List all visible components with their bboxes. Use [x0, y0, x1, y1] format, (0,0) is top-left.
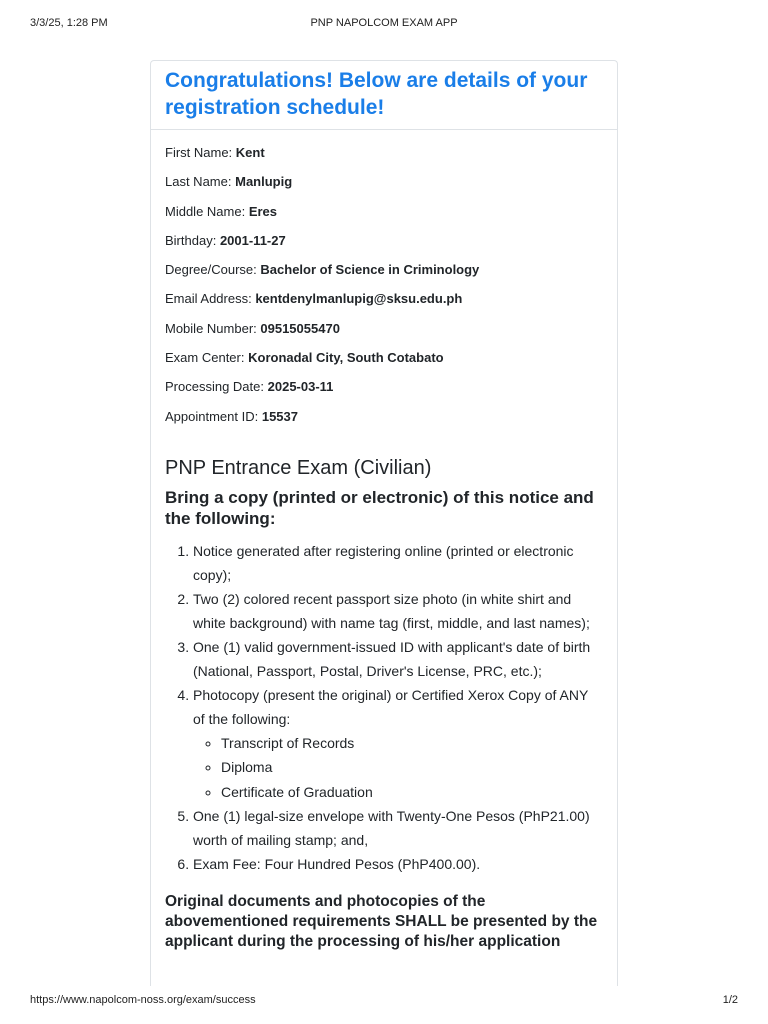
detail-processing-date	[165, 378, 603, 395]
detail-value: Eres	[248, 203, 278, 219]
requirement-item: 6. Exam Fee: Four Hundred Pesos (PhP400.00).	[193, 852, 603, 876]
requirement-item: 1. Notice generated after registering online (printed or electronic copy);	[193, 539, 603, 587]
print-page-number: 1/2	[722, 994, 738, 1006]
detail-degree-course	[165, 261, 603, 278]
detail-label: First Name:	[165, 145, 233, 160]
congratulations-heading: Congratulations! Below are details of your registration schedule!	[165, 69, 588, 119]
detail-middle-name	[165, 203, 603, 220]
photocopy-option: ◦ Transcript of Records	[221, 731, 603, 756]
requirements-list	[165, 539, 603, 877]
detail-first-name	[165, 144, 603, 161]
photocopy-options-list	[193, 731, 603, 805]
print-page-title: PNP NAPOLCOM EXAM APP	[310, 17, 458, 29]
detail-value: Bachelor of Science in Criminology	[260, 262, 480, 278]
requirement-item: 3. One (1) valid government-issued ID with applicant's date of birth (National, Passport, Postal, Driver's License, PRC, etc.);	[193, 635, 603, 683]
card-body	[151, 130, 617, 952]
detail-value: 09515055470	[260, 320, 340, 336]
detail-value: kentdenylmanlupig@sksu.edu.ph	[255, 291, 463, 307]
requirement-text: Photocopy (present the original) or Certified Xerox Copy of ANY of the following:	[193, 686, 589, 727]
requirement-item: 2. Two (2) colored recent passport size photo (in white shirt and white background) with name tag (first, middle, and last names);	[193, 587, 603, 635]
detail-label: Email Address:	[165, 291, 252, 307]
detail-value: 2025-03-11	[267, 379, 334, 395]
requirement-item-photocopy	[193, 683, 603, 805]
detail-label: Exam Center:	[165, 350, 245, 366]
detail-mobile-number	[165, 320, 603, 337]
detail-value: Kent	[235, 145, 265, 160]
detail-label: Last Name:	[165, 174, 232, 190]
detail-appointment-id	[165, 408, 603, 425]
detail-label: Degree/Course:	[165, 262, 257, 278]
card-header	[151, 61, 617, 130]
detail-value: 2001-11-27	[219, 232, 286, 248]
print-header	[0, 17, 768, 33]
detail-label: Appointment ID:	[165, 408, 259, 424]
detail-last-name	[165, 173, 603, 190]
print-footer	[0, 994, 768, 1010]
detail-label: Middle Name:	[165, 203, 246, 219]
detail-label: Processing Date:	[165, 379, 264, 395]
detail-label: Mobile Number:	[165, 320, 257, 336]
exam-title: PNP Entrance Exam (Civilian)	[165, 456, 432, 479]
registration-card	[150, 60, 618, 986]
detail-email-address	[165, 290, 603, 307]
requirements-note: Original documents and photocopies of the abovementioned requirements SHALL be presented by the applicant during the processing of his/her application	[165, 893, 598, 951]
photocopy-option: ◦ Diploma	[221, 755, 603, 780]
detail-value: Koronadal City, South Cotabato	[248, 350, 444, 366]
detail-exam-center	[165, 349, 603, 366]
detail-value: 15537	[261, 408, 298, 424]
photocopy-option: ◦ Certificate of Graduation	[221, 780, 603, 805]
print-page-url: https://www.napolcom-noss.org/exam/success	[30, 994, 256, 1006]
requirement-item: 5. One (1) legal-size envelope with Twenty-One Pesos (PhP21.00) worth of mailing stamp; and,	[193, 804, 603, 852]
bring-instructions-heading: Bring a copy (printed or electronic) of this notice and the following:	[165, 487, 594, 528]
detail-birthday	[165, 232, 603, 249]
print-datetime: 3/3/25, 1:28 PM	[30, 17, 108, 29]
detail-label: Birthday:	[165, 232, 217, 248]
detail-value: Manlupig	[235, 174, 293, 190]
